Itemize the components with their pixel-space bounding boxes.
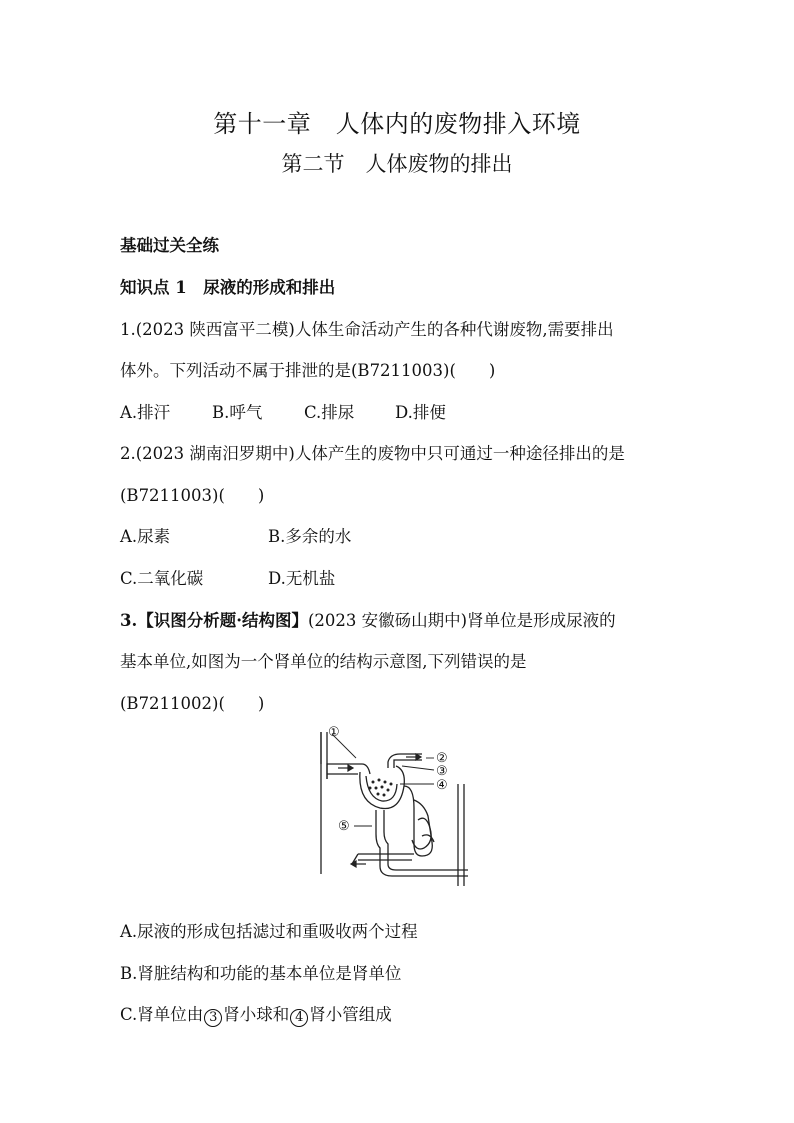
question-3-tag: 3.【识图分析题·结构图】 xyxy=(120,611,308,630)
option-b: B.多余的水 xyxy=(268,527,352,546)
question-3-line-2: 基本单位,如图为一个肾单位的结构示意图,下列错误的是 xyxy=(120,652,527,671)
label-2: ② xyxy=(436,751,448,766)
question-3-option-a: A.尿液的形成包括滤过和重吸收两个过程 xyxy=(120,922,418,941)
option-b: B.呼气 xyxy=(212,403,263,422)
option-c: C.排尿 xyxy=(304,403,355,422)
question-1-line-2: 体外。下列活动不属于排泄的是(B7211003)( ) xyxy=(120,361,496,380)
question-2-options-row-1 xyxy=(120,523,351,547)
option-a: A.排汗 xyxy=(120,403,171,422)
nephron-diagram xyxy=(318,724,478,904)
option-c-middle: 肾小球和 xyxy=(223,1005,290,1024)
nephron-diagram-svg xyxy=(318,724,478,904)
chapter-title: 第十一章 人体内的废物排入环境 xyxy=(213,110,581,138)
section-heading: 基础过关全练 xyxy=(120,236,219,255)
label-1: ① xyxy=(328,725,340,740)
question-3-line-1 xyxy=(120,607,616,631)
section-title: 第二节 人体废物的排出 xyxy=(281,152,513,176)
circled-number-4: 4 xyxy=(290,1009,308,1027)
option-d: D.排便 xyxy=(395,403,446,422)
question-3-line-1-text: (2023 安徽砀山期中)肾单位是形成尿液的 xyxy=(307,611,616,630)
question-2-line-1: 2.(2023 湖南汨罗期中)人体产生的废物中只可通过一种途径排出的是 xyxy=(120,444,625,463)
question-2-options-row-2 xyxy=(120,565,335,589)
question-1-line-1: 1.(2023 陕西富平二模)人体生命活动产生的各种代谢废物,需要排出 xyxy=(120,320,614,339)
question-3-option-c xyxy=(120,1001,392,1027)
label-4: ④ xyxy=(436,778,448,793)
option-d: D.无机盐 xyxy=(268,569,336,588)
question-3-line-3: (B7211002)( ) xyxy=(120,694,265,713)
question-3-option-b: B.肾脏结构和功能的基本单位是肾单位 xyxy=(120,964,402,983)
label-5: ⑤ xyxy=(338,819,350,834)
label-3: ③ xyxy=(436,764,448,779)
circled-number-3: 3 xyxy=(204,1009,222,1027)
option-a: A.尿素 xyxy=(120,527,171,546)
option-c-suffix: 肾小管组成 xyxy=(309,1005,392,1024)
question-2-line-2: (B7211003)( ) xyxy=(120,486,265,505)
option-c-prefix: C.肾单位由 xyxy=(120,1005,204,1024)
question-1-options xyxy=(120,399,446,423)
knowledge-point-heading: 知识点 1 尿液的形成和排出 xyxy=(120,278,336,297)
option-c: C.二氧化碳 xyxy=(120,569,204,588)
